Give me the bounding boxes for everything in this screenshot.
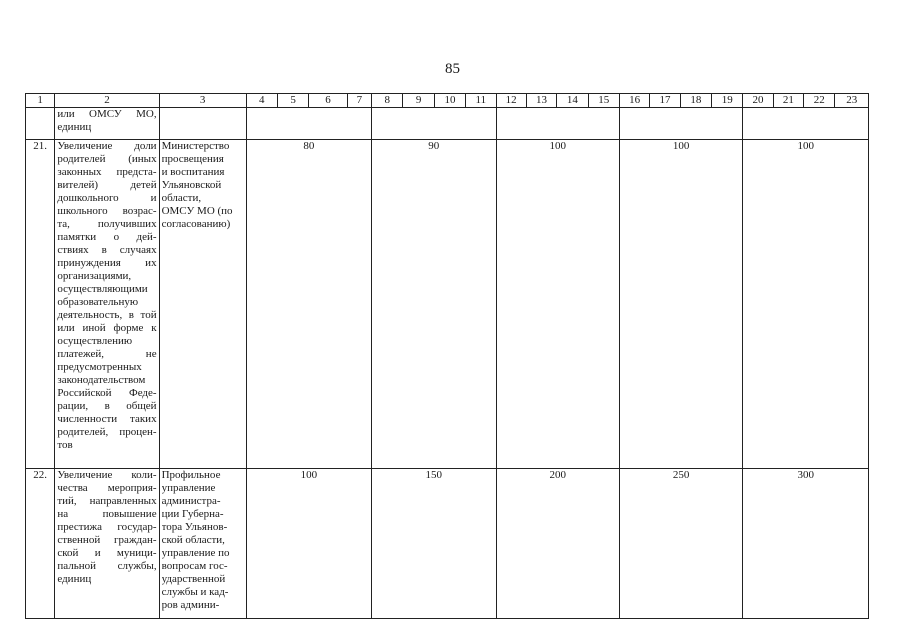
responsible-cell	[159, 469, 246, 619]
cell-line: законодательством	[57, 374, 146, 386]
column-number-cell: 13	[526, 94, 556, 108]
value-cell: 150	[372, 469, 496, 619]
cell-line: осуществляющими	[57, 283, 148, 295]
column-number-cell: 19	[712, 94, 743, 108]
cell-line: численности таких	[57, 413, 157, 425]
cell-line: дошкольного и	[57, 192, 157, 204]
cell-line: вителей) детей	[57, 179, 157, 191]
cell-line: ской и муници-	[57, 547, 157, 559]
column-number-cell: 1	[26, 94, 55, 108]
cell-line: организациями,	[57, 270, 132, 282]
responsible-cell	[159, 140, 246, 469]
cell-line: рации, в общей	[57, 400, 157, 412]
table-row	[26, 140, 869, 469]
cell-line: законных предста-	[57, 166, 157, 178]
cell-line: просвещения	[161, 153, 224, 165]
cell-line: осуществлению	[57, 335, 133, 347]
cell-line: чества мероприя-	[57, 482, 157, 494]
cont-value-cell	[246, 108, 371, 140]
column-number-cell: 21	[773, 94, 803, 108]
column-number-cell: 10	[434, 94, 465, 108]
cont-value-cell	[619, 108, 742, 140]
column-number-row	[26, 94, 869, 108]
column-number-cell: 6	[309, 94, 347, 108]
cont-responsible-cell	[159, 108, 246, 140]
cell-line: на повышение	[57, 508, 157, 520]
column-number-cell: 9	[403, 94, 434, 108]
cell-line: администра-	[161, 495, 221, 507]
column-number-cell: 18	[680, 94, 711, 108]
cell-line: ров админи-	[161, 599, 220, 611]
column-number-cell: 20	[743, 94, 773, 108]
column-number-cell: 12	[496, 94, 526, 108]
cell-line: службы и кад-	[161, 586, 229, 598]
cont-num-cell	[26, 108, 55, 140]
cont-value-cell	[496, 108, 619, 140]
value-cell: 250	[619, 469, 742, 619]
cell-line: тора Ульянов-	[161, 521, 228, 533]
value-cell: 100	[743, 140, 869, 469]
cell-line: управление по	[161, 547, 230, 559]
cell-line: образовательную	[57, 296, 139, 308]
cell-line: престижа государ-	[57, 521, 157, 533]
cell-line: предусмотренных	[57, 361, 142, 373]
cont-line: единиц	[57, 121, 92, 133]
cont-value-cell	[743, 108, 869, 140]
indicator-cell	[55, 140, 159, 469]
value-cell: 200	[496, 469, 619, 619]
cell-line: Ульяновской	[161, 179, 222, 191]
cell-line: области,	[161, 192, 202, 204]
value-cell: 100	[496, 140, 619, 469]
cell-line: платежей, не	[57, 348, 157, 360]
cell-line: родителей (иных	[57, 153, 157, 165]
column-number-cell: 7	[347, 94, 371, 108]
cell-line: ственной граждан-	[57, 534, 157, 546]
cell-line: ции Губерна-	[161, 508, 224, 520]
cell-line: единиц	[57, 573, 92, 585]
value-cell: 100	[619, 140, 742, 469]
cont-line: или ОМСУ МО,	[57, 108, 157, 120]
cell-line: Увеличение доли	[57, 140, 157, 152]
column-number-cell: 4	[246, 94, 277, 108]
value-cell: 300	[743, 469, 869, 619]
continuation-row	[26, 108, 869, 140]
column-number-cell: 5	[277, 94, 308, 108]
column-number-cell: 16	[619, 94, 649, 108]
row-number: 22.	[26, 469, 55, 619]
cell-line: или иной форме к	[57, 322, 157, 334]
indicators-table	[25, 93, 869, 619]
column-number-cell: 11	[466, 94, 496, 108]
cell-line: Министерство	[161, 140, 230, 152]
cont-value-cell	[372, 108, 496, 140]
cell-line: та, получивших	[57, 218, 157, 230]
column-number-cell: 3	[159, 94, 246, 108]
cell-line: и воспитания	[161, 166, 225, 178]
column-number-cell: 22	[804, 94, 835, 108]
cell-line: ской области,	[161, 534, 225, 546]
column-number-cell: 17	[650, 94, 680, 108]
value-cell: 90	[372, 140, 496, 469]
column-number-cell: 2	[55, 94, 159, 108]
column-number-cell: 15	[588, 94, 619, 108]
column-number-cell: 14	[557, 94, 588, 108]
table-row	[26, 469, 869, 619]
cell-line: ствиях в случаях	[57, 244, 157, 256]
cell-line: Российской Феде-	[57, 387, 157, 399]
cont-indicator-cell	[55, 108, 159, 140]
cell-line: тов	[57, 439, 73, 451]
value-cell: 100	[246, 469, 371, 619]
cell-line: Увеличение коли-	[57, 469, 157, 481]
column-number-cell: 8	[372, 94, 403, 108]
indicator-cell	[55, 469, 159, 619]
value-cell: 80	[246, 140, 371, 469]
row-number: 21.	[26, 140, 55, 469]
cell-line: Профильное	[161, 469, 221, 481]
cell-line: управление	[161, 482, 216, 494]
cell-line: родителей, процен-	[57, 426, 157, 438]
cell-line: школьного возрас-	[57, 205, 157, 217]
page-number: 85	[445, 61, 460, 77]
cell-line: ударственной	[161, 573, 226, 585]
cell-line: пальной службы,	[57, 560, 157, 572]
cell-line: памятки о дей-	[57, 231, 157, 243]
cell-line: деятельность, в той	[57, 309, 157, 321]
cell-line: согласованию)	[161, 218, 231, 230]
cell-line: принуждения их	[57, 257, 157, 269]
cell-line: ОМСУ МО (по	[161, 205, 233, 217]
cell-line: тий, направленных	[57, 495, 157, 507]
column-number-cell: 23	[835, 94, 869, 108]
cell-line: вопросам гос-	[161, 560, 228, 572]
